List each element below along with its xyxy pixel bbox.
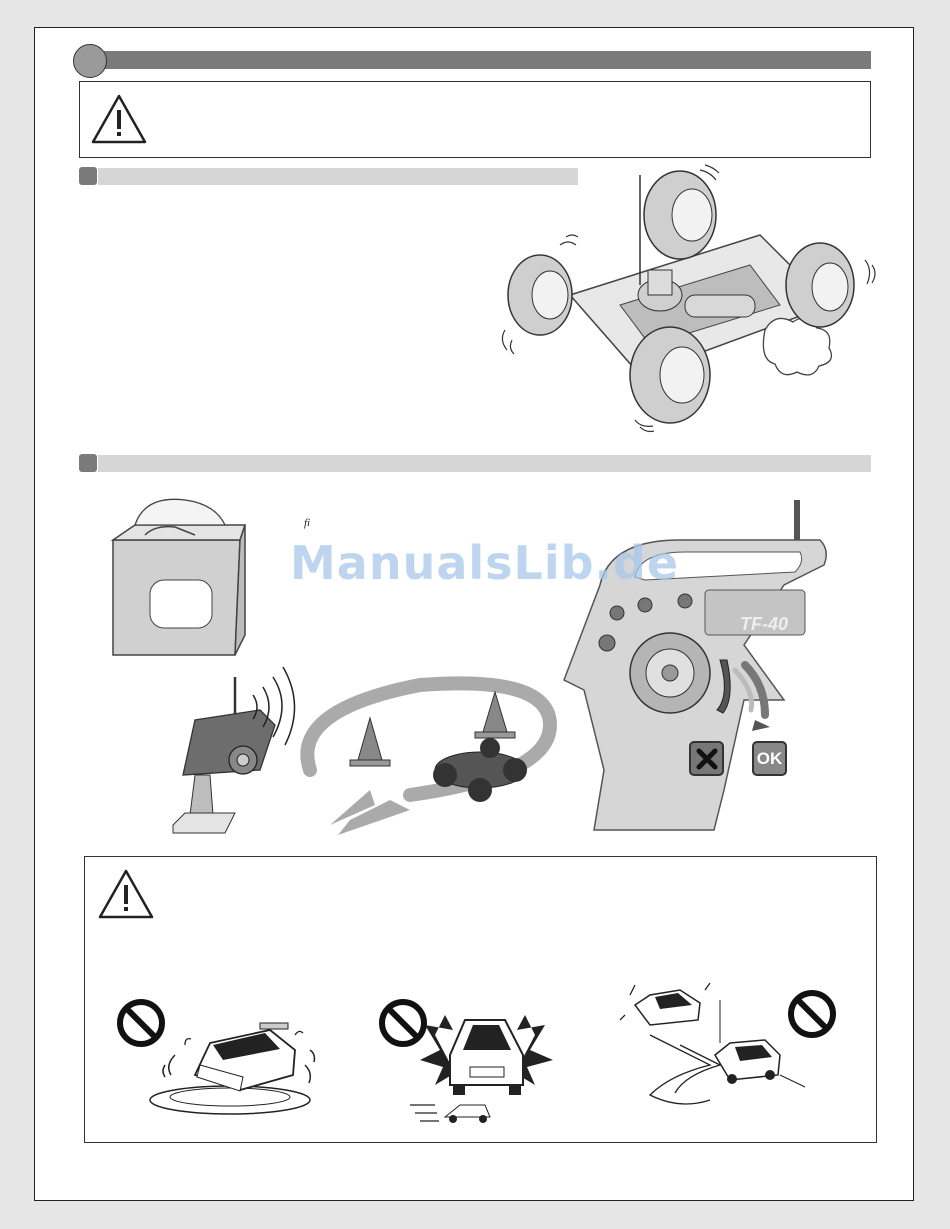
top-warning-box (79, 81, 871, 158)
warning-triangle-icon-2 (97, 868, 155, 920)
wrong-trigger-indicator (689, 741, 724, 776)
subsection-header-bar-2 (98, 455, 871, 472)
driving-circle-illustration (290, 680, 555, 835)
watermark-text: ManualsLib.de (290, 536, 680, 590)
ligature-fragment: fi (304, 517, 311, 529)
correct-trigger-indicator (752, 741, 787, 776)
car-collision-illustration (405, 1005, 565, 1130)
section-number-badge (73, 44, 107, 78)
fuel-bottle-illustration (105, 495, 250, 665)
transmitter-model-label: TF-40 (740, 614, 789, 634)
truck-engine-illustration (500, 165, 880, 435)
subsection-marker (79, 167, 97, 185)
warning-triangle-icon (90, 93, 148, 145)
cars-racing-illustration (620, 975, 810, 1120)
section-header-bar (92, 51, 871, 69)
radio-transmitter-illustration (165, 665, 295, 840)
subsection-marker-2 (79, 454, 97, 472)
car-in-water-illustration (145, 1005, 320, 1120)
x-icon (696, 748, 718, 770)
ok-label: OK (756, 749, 783, 768)
